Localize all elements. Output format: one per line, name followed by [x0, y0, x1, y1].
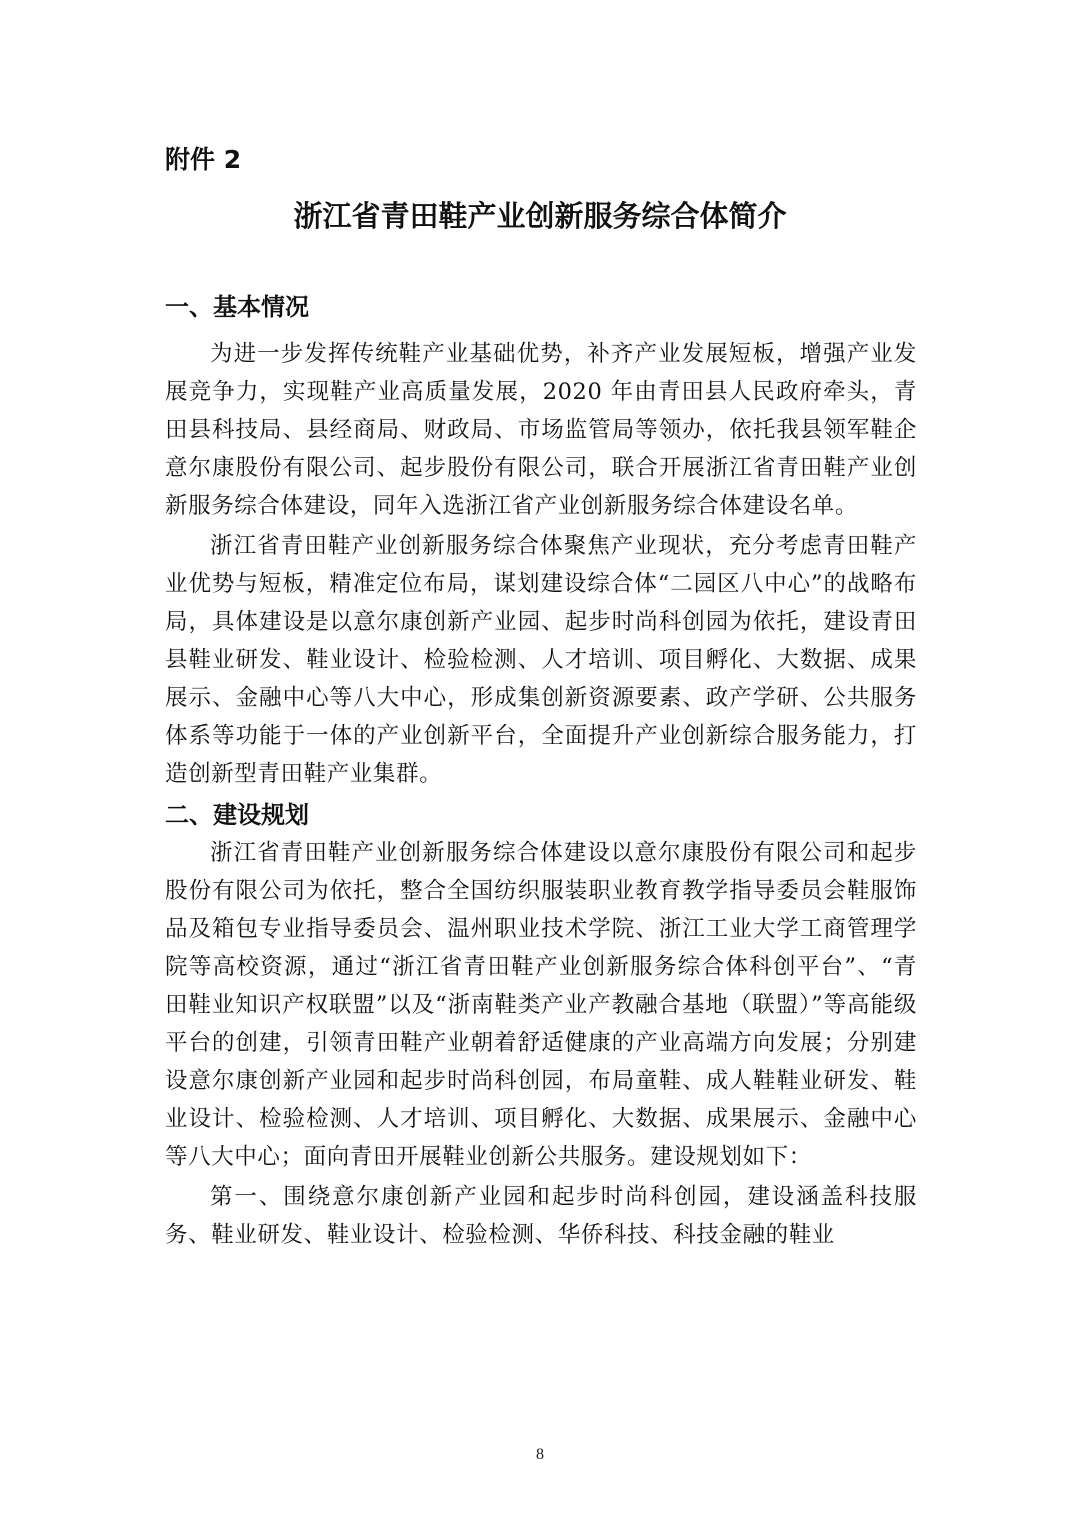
attachment-label: 附件 2 [165, 145, 242, 174]
document-title: 浙江省青田鞋产业创新服务综合体简介 [293, 199, 787, 233]
document-body [165, 288, 917, 1254]
page-number: 8 [536, 1446, 544, 1463]
section-heading-basic-info: 一、基本情况 [165, 293, 309, 321]
section-heading-construction-plan: 二、建设规划 [165, 801, 309, 829]
paragraph: 为进一步发挥传统鞋产业基础优势，补齐产业发展短板，增强产业发展竞争力，实现鞋产业高质量发展，2020 年由青田县人民政府牵头，青田县科技局、县经商局、财政局、市场监管局等领办，依托我县领军鞋企意尔康股份有限公司、起步股份有限公司，联合开展浙江省青田鞋产业创新服务综合体建设，同年入选浙江省产业创新服务综合体建设名单。 [165, 341, 917, 519]
paragraph: 第一、围绕意尔康创新产业园和起步时尚科创园，建设涵盖科技服务、鞋业研发、鞋业设计、检验检测、华侨科技、科技金融的鞋业 [165, 1184, 917, 1248]
paragraph: 浙江省青田鞋产业创新服务综合体建设以意尔康股份有限公司和起步股份有限公司为依托，整合全国纺织服装职业教育教学指导委员会鞋服饰品及箱包专业指导委员会、温州职业技术学院、浙江工业大学工商管理学院等高校资源，通过“浙江省青田鞋产业创新服务综合体科创平台”、“青田鞋业知识产权联盟”以及“浙南鞋类产业产教融合基地（联盟）”等高能级平台的创建，引领青田鞋产业朝着舒适健康的产业高端方向发展；分别建设意尔康创新产业园和起步时尚科创园，布局童鞋、成人鞋鞋业研发、鞋业设计、检验检测、人才培训、项目孵化、大数据、成果展示、金融中心等八大中心；面向青田开展鞋业创新公共服务。建设规划如下： [165, 840, 917, 1170]
paragraph: 浙江省青田鞋产业创新服务综合体聚焦产业现状，充分考虑青田鞋产业优势与短板，精准定位布局，谋划建设综合体“二园区八中心”的战略布局，具体建设是以意尔康创新产业园、起步时尚科创园为依托，建设青田县鞋业研发、鞋业设计、检验检测、人才培训、项目孵化、大数据、成果展示、金融中心等八大中心，形成集创新资源要素、政产学研、公共服务体系等功能于一体的产业创新平台，全面提升产业创新综合服务能力，打造创新型青田鞋产业集群。 [165, 533, 917, 787]
